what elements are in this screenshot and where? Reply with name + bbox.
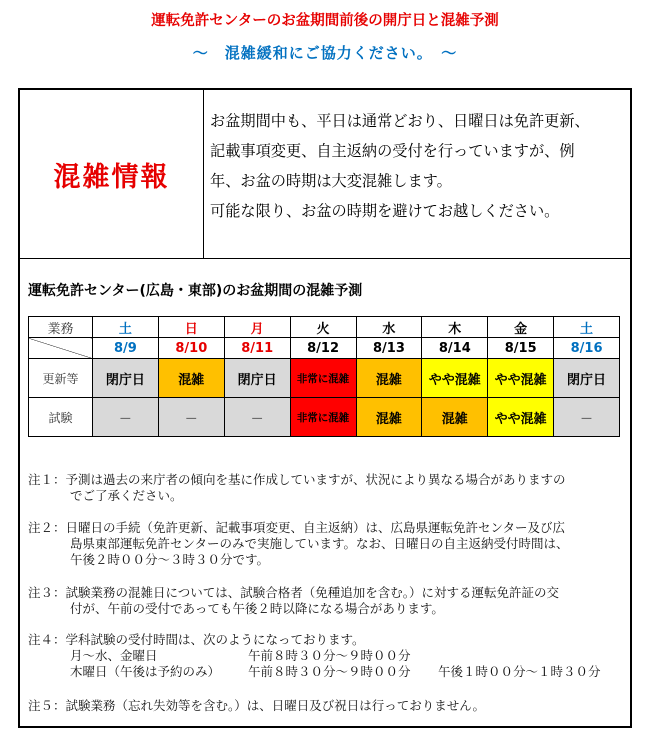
forecast-table (28, 316, 620, 437)
status-cell: やや混雑 (422, 359, 488, 398)
note-text: でご了承ください。 (70, 488, 183, 503)
status-cell: 混雑 (422, 398, 488, 437)
status-cell: 閉庁日 (93, 359, 159, 398)
note-label: 注４： (28, 632, 66, 647)
day-of-week-cell: 日 (158, 317, 224, 338)
status-cell: やや混雑 (488, 398, 554, 437)
day-of-week-cell: 月 (224, 317, 290, 338)
day-of-week-cell: 金 (488, 317, 554, 338)
forecast-row (29, 398, 620, 437)
status-cell: 非常に混雑 (290, 398, 356, 437)
note-label: 注５： (28, 698, 66, 713)
note-text: 日曜日の手続（免許更新、記載事項変更、自主返納）は、広島県運転免許センター及び広 (65, 520, 566, 535)
schedule-days: 木曜日（午後は予約のみ） (70, 664, 221, 679)
info-line: 記載事項変更、自主返納の受付を行っていますが、例 (210, 142, 575, 160)
note-label: 注２： (28, 520, 66, 535)
row-label: 更新等 (29, 359, 93, 398)
note-5 (28, 698, 628, 714)
info-line: お盆期間中も、平日は通常どおり、日曜日は免許更新、 (210, 112, 590, 130)
note-3 (28, 585, 628, 617)
day-of-week-cell: 土 (93, 317, 159, 338)
page-subtitle: ～ 混雑緩和にご協力ください。 ～ (192, 44, 458, 62)
page-title: 運転免許センターのお盆期間前後の開庁日と混雑予測 (151, 13, 499, 29)
note-text: 予測は過去の来庁者の傾向を基に作成していますが、状況により異なる場合がありますの (65, 472, 566, 487)
day-of-week-cell: 水 (356, 317, 422, 338)
schedule-days: 月～水、金曜日 (70, 648, 158, 663)
note-label: 注１： (28, 472, 66, 487)
date-cell: 8/16 (554, 338, 620, 359)
note-text: 試験業務の混雑日については、試験合格者（免種追加を含む。）に対する運転免許証の交 (65, 585, 560, 600)
status-cell: 閉庁日 (224, 359, 290, 398)
congestion-info-text (210, 106, 625, 226)
info-line: 可能な限り、お盆の時期を避けてお越しください。 (210, 202, 560, 220)
header-label: 業務 (29, 317, 93, 338)
status-cell: 非常に混雑 (290, 359, 356, 398)
row-label: 試験 (29, 398, 93, 437)
schedule-time: 午前８時３０分～９時００分 (248, 648, 411, 663)
info-line: 年、お盆の時期は大変混雑します。 (210, 172, 452, 190)
status-cell: － (554, 398, 620, 437)
date-cell: 8/13 (356, 338, 422, 359)
schedule-time: 午前８時３０分～９時００分 (248, 664, 411, 679)
date-cell: 8/14 (422, 338, 488, 359)
date-cell: 8/10 (158, 338, 224, 359)
status-cell: － (158, 398, 224, 437)
forecast-section-title: 運転免許センター(広島・東部)のお盆期間の混雑予測 (28, 283, 363, 299)
day-of-week-cell: 火 (290, 317, 356, 338)
forecast-row (29, 359, 620, 398)
status-cell: 混雑 (158, 359, 224, 398)
date-cell: 8/11 (224, 338, 290, 359)
note-4 (28, 632, 628, 680)
status-cell: 閉庁日 (554, 359, 620, 398)
day-of-week-cell: 土 (554, 317, 620, 338)
note-1 (28, 472, 628, 504)
day-of-week-cell: 木 (422, 317, 488, 338)
main-box (18, 88, 632, 728)
note-text: 試験業務（忘れ失効等を含む。）は、日曜日及び祝日は行っておりません。 (65, 698, 486, 713)
note-text: 学科試験の受付時間は、次のようになっております。 (65, 632, 365, 647)
status-cell: － (224, 398, 290, 437)
status-cell: やや混雑 (488, 359, 554, 398)
status-cell: － (93, 398, 159, 437)
congestion-info (20, 90, 630, 259)
diagonal-cell (29, 338, 93, 359)
status-cell: 混雑 (356, 398, 422, 437)
note-2 (28, 520, 628, 568)
congestion-info-label: 混雑情報 (20, 90, 204, 258)
schedule-time: 午後１時００分～１時３０分 (438, 664, 601, 679)
date-cell: 8/9 (93, 338, 159, 359)
note-text: 島県東部運転免許センターのみで実施しています。なお、日曜日の自主返納受付時間は、 (70, 536, 569, 551)
date-cell: 8/12 (290, 338, 356, 359)
status-cell: 混雑 (356, 359, 422, 398)
note-text: 午後２時００分～３時３０分です。 (70, 552, 270, 567)
date-cell: 8/15 (488, 338, 554, 359)
note-label: 注３： (28, 585, 66, 600)
note-text: 付が、午前の受付であっても午後２時以降になる場合があります。 (70, 601, 444, 616)
